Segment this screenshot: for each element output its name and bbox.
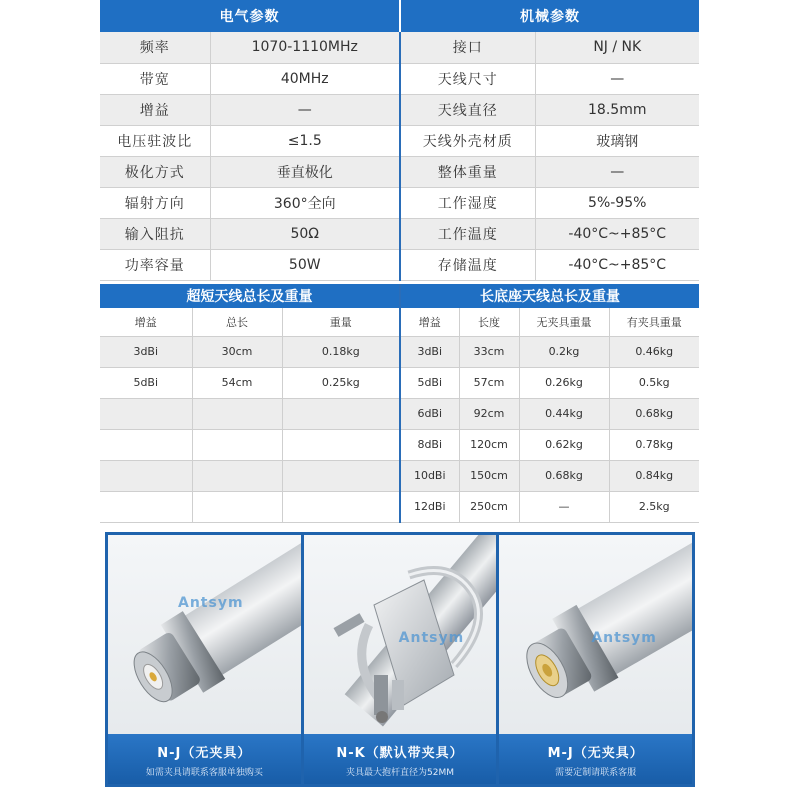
spec-e-value: — <box>210 94 400 125</box>
electrical-params-title: 电气参数 <box>100 0 400 32</box>
short-table-title: 超短天线总长及重量 <box>100 284 400 308</box>
table-cell: 12dBi <box>401 491 459 522</box>
table-row <box>100 460 400 491</box>
table-row <box>401 367 699 398</box>
table-cell <box>192 491 282 522</box>
photo-nk-connector-clamp <box>304 535 497 784</box>
spec-m-label: 接口 <box>400 32 535 63</box>
spec-m-value: -40°C~+85°C <box>535 218 699 249</box>
photo-caption <box>304 734 497 784</box>
column-header: 有夹具重量 <box>609 308 699 336</box>
spec-m-value: NJ / NK <box>535 32 699 63</box>
table-cell: 0.5kg <box>609 367 699 398</box>
table-row <box>401 398 699 429</box>
table-row <box>401 336 699 367</box>
table-row <box>401 460 699 491</box>
spec-m-label: 整体重量 <box>400 156 535 187</box>
spec-e-label: 频率 <box>100 32 210 63</box>
spec-e-label: 辐射方向 <box>100 187 210 218</box>
table-cell: 54cm <box>192 367 282 398</box>
caption-title: N-K（默认带夹具） <box>336 746 464 761</box>
table-cell: 0.78kg <box>609 429 699 460</box>
long-antenna-table <box>401 284 699 523</box>
spec-row <box>100 156 699 187</box>
table-row <box>100 429 400 460</box>
table-cell: 3dBi <box>100 336 192 367</box>
table-cell <box>282 491 400 522</box>
table-cell: 92cm <box>459 398 519 429</box>
spec-m-label: 工作温度 <box>400 218 535 249</box>
table-cell: 0.2kg <box>519 336 609 367</box>
spec-e-label: 功率容量 <box>100 249 210 280</box>
mechanical-params-title: 机械参数 <box>400 0 699 32</box>
spec-m-label: 天线外壳材质 <box>400 125 535 156</box>
column-header: 增益 <box>401 308 459 336</box>
table-cell <box>100 398 192 429</box>
table-row <box>401 491 699 522</box>
table-cell: 3dBi <box>401 336 459 367</box>
photo-caption <box>108 734 301 784</box>
caption-note: 需要定制请联系客服 <box>555 768 637 778</box>
column-header: 总长 <box>192 308 282 336</box>
table-cell: 10dBi <box>401 460 459 491</box>
table-cell: 6dBi <box>401 398 459 429</box>
spec-e-value: 360°全向 <box>210 187 400 218</box>
table-row <box>401 429 699 460</box>
table-cell: 0.62kg <box>519 429 609 460</box>
spec-m-value: — <box>535 63 699 94</box>
table-cell: 250cm <box>459 491 519 522</box>
caption-note: 夹具最大抱杆直径为52MM <box>346 768 454 778</box>
table-cell: 8dBi <box>401 429 459 460</box>
long-table-header-row <box>401 308 699 336</box>
table-cell <box>192 398 282 429</box>
brand-watermark: Antsym <box>591 630 657 646</box>
table-cell: 0.84kg <box>609 460 699 491</box>
spec-m-label: 工作湿度 <box>400 187 535 218</box>
table-cell: 5dBi <box>401 367 459 398</box>
table-cell: 120cm <box>459 429 519 460</box>
table-cell: 0.26kg <box>519 367 609 398</box>
table-cell <box>192 429 282 460</box>
spec-e-value: 40MHz <box>210 63 400 94</box>
caption-title: M-J（无夹具） <box>547 746 644 761</box>
column-header: 长度 <box>459 308 519 336</box>
table-row <box>100 367 400 398</box>
spec-table <box>100 0 699 281</box>
spec-e-value: 1070-1110MHz <box>210 32 400 63</box>
table-cell: 2.5kg <box>609 491 699 522</box>
caption-title: N-J（无夹具） <box>157 746 252 761</box>
spec-m-value: -40°C~+85°C <box>535 249 699 280</box>
spec-e-label: 带宽 <box>100 63 210 94</box>
table-cell: 5dBi <box>100 367 192 398</box>
spec-row <box>100 187 699 218</box>
photo-mj-connector <box>499 535 692 784</box>
spec-e-value: ≤1.5 <box>210 125 400 156</box>
table-cell: 0.44kg <box>519 398 609 429</box>
spec-row <box>100 63 699 94</box>
caption-note: 如需夹具请联系客服单独购买 <box>145 768 263 778</box>
column-header: 无夹具重量 <box>519 308 609 336</box>
column-header: 重量 <box>282 308 400 336</box>
spec-m-value: 18.5mm <box>535 94 699 125</box>
table-cell <box>100 460 192 491</box>
table-cell <box>100 429 192 460</box>
spec-e-label: 电压驻波比 <box>100 125 210 156</box>
table-cell: — <box>519 491 609 522</box>
spec-e-label: 输入阻抗 <box>100 218 210 249</box>
spec-header-row <box>100 0 699 32</box>
table-cell <box>282 429 400 460</box>
photo-caption <box>499 734 692 784</box>
brand-watermark: Antsym <box>178 595 244 611</box>
table-cell: 0.46kg <box>609 336 699 367</box>
connector-photos <box>105 532 695 787</box>
table-cell <box>100 491 192 522</box>
spec-e-value: 50Ω <box>210 218 400 249</box>
table-cell: 57cm <box>459 367 519 398</box>
spec-e-value: 50W <box>210 249 400 280</box>
table-row <box>100 336 400 367</box>
short-table-header-row <box>100 308 400 336</box>
spec-row <box>100 32 699 63</box>
table-row <box>100 491 400 522</box>
table-cell <box>192 460 282 491</box>
spec-row <box>100 218 699 249</box>
table-cell: 33cm <box>459 336 519 367</box>
spec-row <box>100 125 699 156</box>
spec-m-label: 天线直径 <box>400 94 535 125</box>
spec-m-label: 存储温度 <box>400 249 535 280</box>
table-cell <box>282 398 400 429</box>
spec-row <box>100 249 699 280</box>
table-cell: 0.18kg <box>282 336 400 367</box>
spec-e-label: 增益 <box>100 94 210 125</box>
table-cell: 150cm <box>459 460 519 491</box>
brand-watermark: Antsym <box>398 630 465 646</box>
spec-e-label: 极化方式 <box>100 156 210 187</box>
spec-row <box>100 94 699 125</box>
column-header: 增益 <box>100 308 192 336</box>
table-row <box>100 398 400 429</box>
photo-nj-connector <box>108 535 301 784</box>
spec-e-value: 垂直极化 <box>210 156 400 187</box>
table-cell: 0.25kg <box>282 367 400 398</box>
spec-m-value: 玻璃钢 <box>535 125 699 156</box>
table-cell: 30cm <box>192 336 282 367</box>
spec-m-label: 天线尺寸 <box>400 63 535 94</box>
spec-m-value: — <box>535 156 699 187</box>
table-cell: 0.68kg <box>609 398 699 429</box>
long-table-title: 长底座天线总长及重量 <box>401 284 699 308</box>
table-cell <box>282 460 400 491</box>
short-antenna-table <box>100 284 401 523</box>
table-cell: 0.68kg <box>519 460 609 491</box>
spec-m-value: 5%-95% <box>535 187 699 218</box>
